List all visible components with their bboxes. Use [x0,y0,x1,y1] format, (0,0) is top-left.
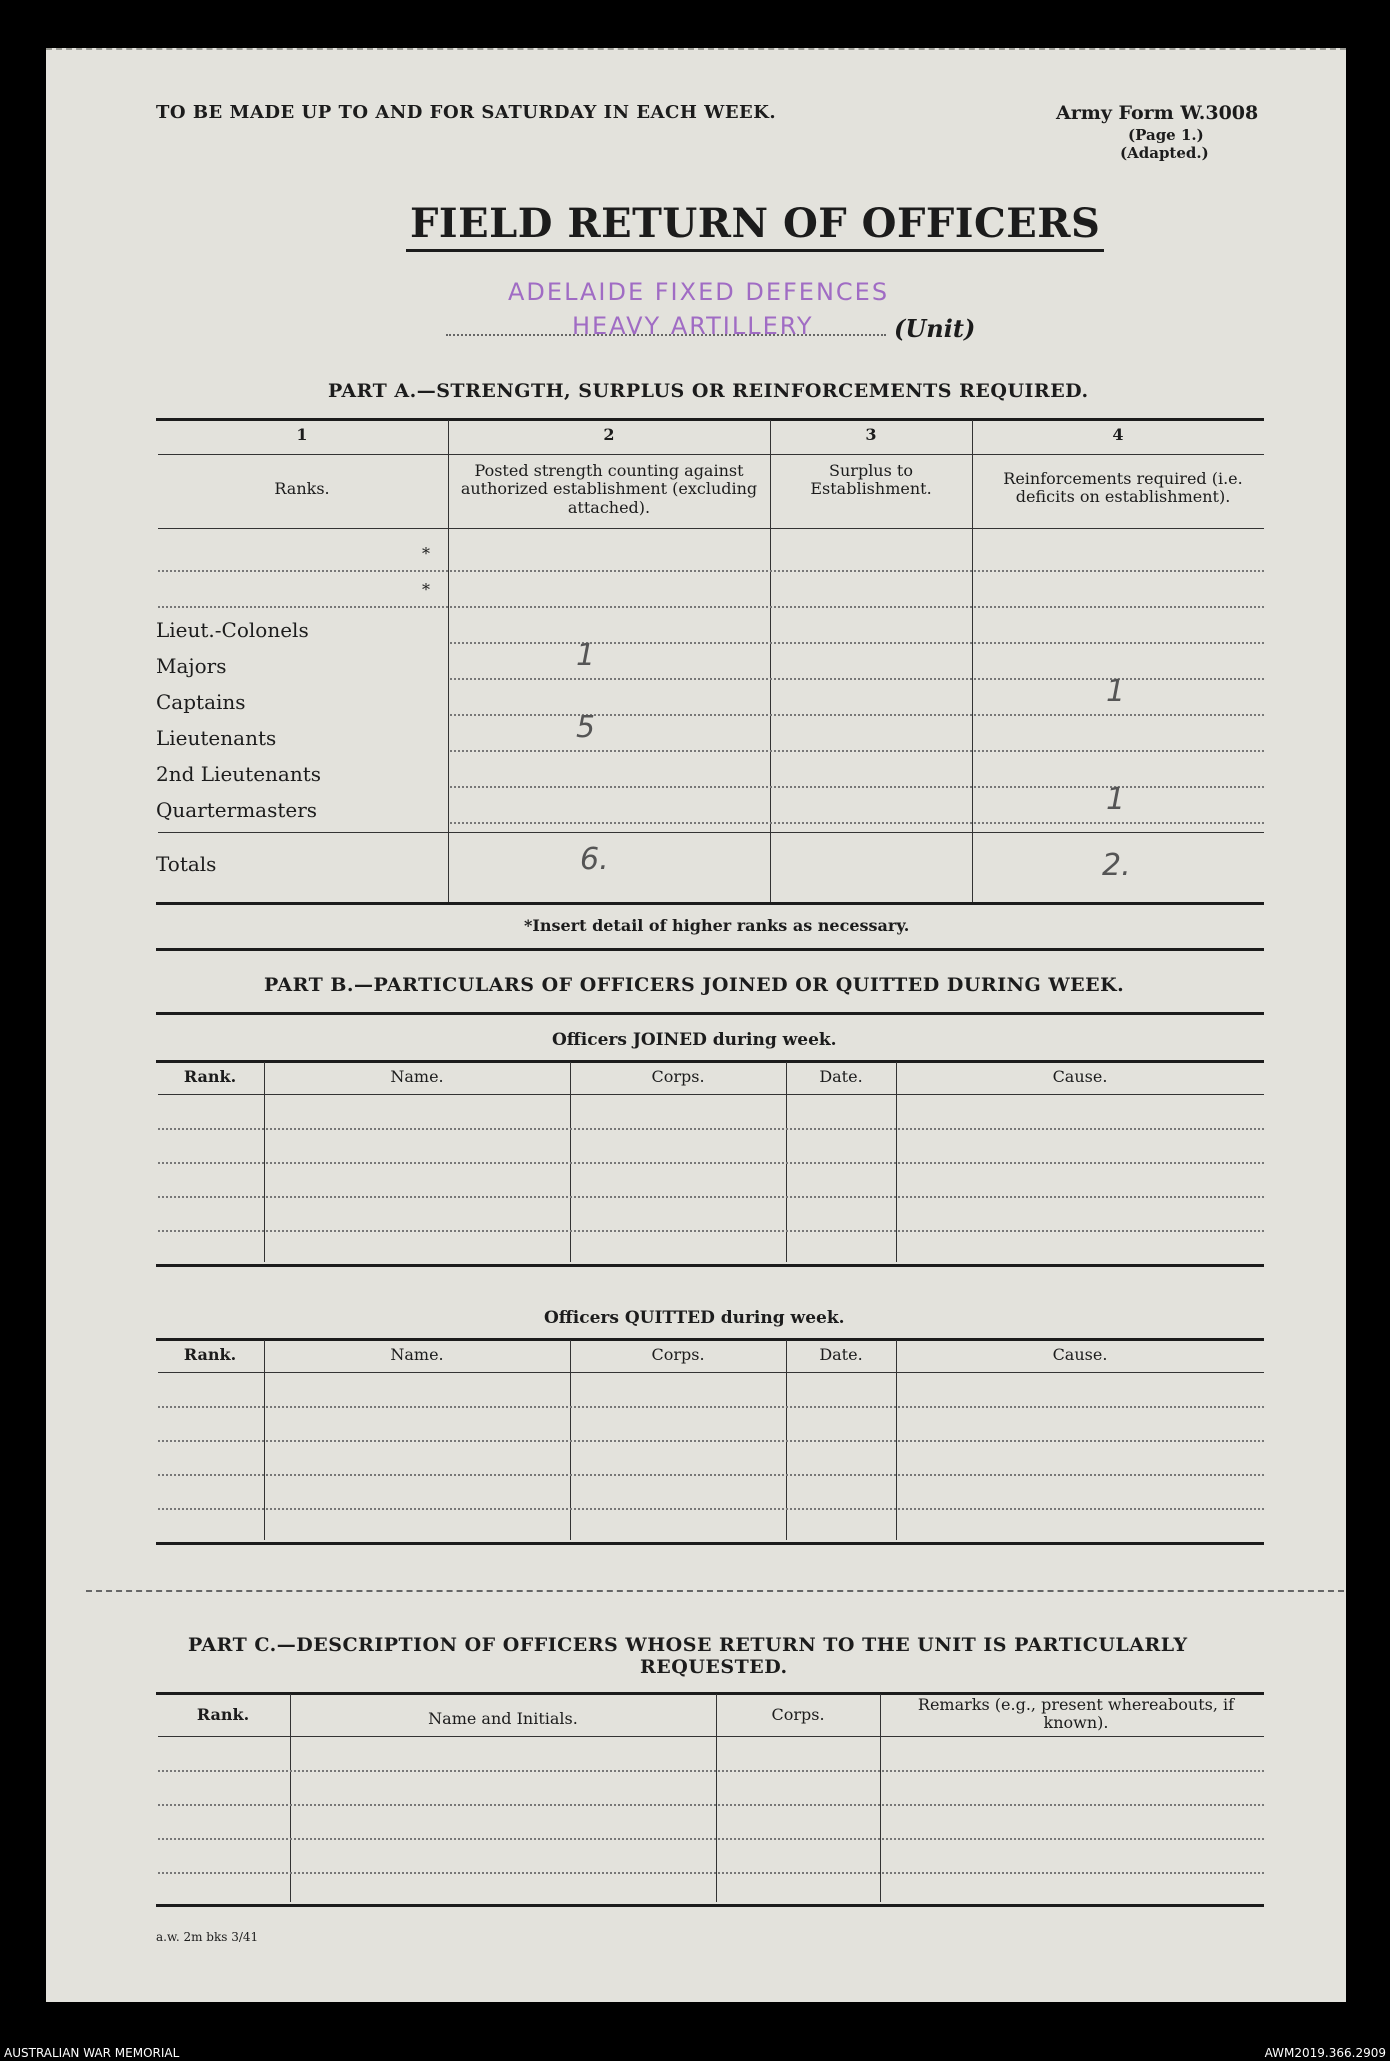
form-sheet [46,48,1346,2002]
rank-majors: Majors [156,654,227,678]
quitted-col-cause: Cause. [1052,1345,1108,1364]
joined-col-rank: Rank. [183,1067,237,1086]
form-number: Army Form W.3008 [1056,102,1259,124]
page-title: FIELD RETURN OF OFFICERS [406,200,1104,252]
form-page: (Page 1.) [1128,126,1204,144]
quitted-col-name: Name. [390,1345,444,1364]
unit-stamp-line1: ADELAIDE FIXED DEFENCES [508,278,890,306]
joined-title: Officers JOINED during week. [552,1030,837,1050]
part-c-col-rank: Rank. [196,1705,250,1724]
quitted-col-rank: Rank. [183,1345,237,1364]
col-number-1: 1 [296,425,308,444]
part-a-top-rule [156,418,1264,421]
part-b-title: PART B.—PARTICULARS OF OFFICERS JOINED OR QUITTED DURING WEEK. [264,974,1125,996]
joined-col-cause: Cause. [1052,1067,1108,1086]
quitted-title: Officers QUITTED during week. [544,1308,845,1328]
part-a-footnote: *Insert detail of higher ranks as necessary. [524,916,910,935]
unit-label: (Unit) [894,314,976,343]
rank-quartermasters: Quartermasters [156,798,318,822]
asterisk-1: * [422,544,430,563]
part-c-col-corps: Corps. [771,1705,825,1724]
col-header-reinforcements: Reinforcements required (i.e. deficits on establishment). [1003,469,1243,507]
majors-posted-value: 1 [576,638,596,673]
lieutenants-posted-value: 5 [576,710,596,745]
quitted-col-corps: Corps. [651,1345,705,1364]
unit-stamp-line2: HEAVY ARTILLERY [572,312,814,340]
part-c-title-line1: PART C.—DESCRIPTION OF OFFICERS WHOSE RETURN TO THE UNIT IS PARTICULARLY [188,1634,1188,1656]
totals-label: Totals [156,852,217,876]
quartermasters-reinf-value: 1 [1106,782,1126,817]
unit-field-line [446,334,886,336]
asterisk-2: * [422,580,430,599]
part-a-title: PART A.—STRENGTH, SURPLUS OR REINFORCEMENTS REQUIRED. [328,380,1089,402]
col-header-posted: Posted strength counting against authorized establishment (excluding attached). [460,461,758,517]
rank-2nd-lieutenants: 2nd Lieutenants [156,762,322,786]
footer-right: AWM2019.366.2909 [1264,2046,1386,2060]
footer-left: AUSTRALIAN WAR MEMORIAL [4,2046,180,2060]
totals-posted-value: 6. [580,842,609,877]
part-c-col-remarks: Remarks (e.g., present whereabouts, if known). [917,1695,1235,1733]
col-header-surplus: Surplus to Establishment. [810,461,932,499]
rank-captains: Captains [156,690,246,714]
perforation-line [86,1590,1344,1592]
captains-reinf-value: 1 [1106,674,1126,709]
col-header-ranks: Ranks. [274,479,330,498]
weekly-instruction: TO BE MADE UP TO AND FOR SATURDAY IN EACH WEEK. [156,102,777,123]
part-c-title-line2: REQUESTED. [640,1656,788,1678]
rank-lieut-colonels: Lieut.-Colonels [156,618,309,642]
joined-col-name: Name. [390,1067,444,1086]
totals-reinf-value: 2. [1102,848,1131,883]
col-number-4: 4 [1112,425,1124,444]
col-number-3: 3 [865,425,877,444]
print-code: a.w. 2m bks 3/41 [156,1930,259,1944]
joined-col-date: Date. [819,1067,863,1086]
col-number-2: 2 [603,425,615,444]
joined-col-corps: Corps. [651,1067,705,1086]
form-adapted: (Adapted.) [1120,144,1209,162]
part-c-col-name: Name and Initials. [428,1709,578,1728]
rank-lieutenants: Lieutenants [156,726,277,750]
quitted-col-date: Date. [819,1345,863,1364]
